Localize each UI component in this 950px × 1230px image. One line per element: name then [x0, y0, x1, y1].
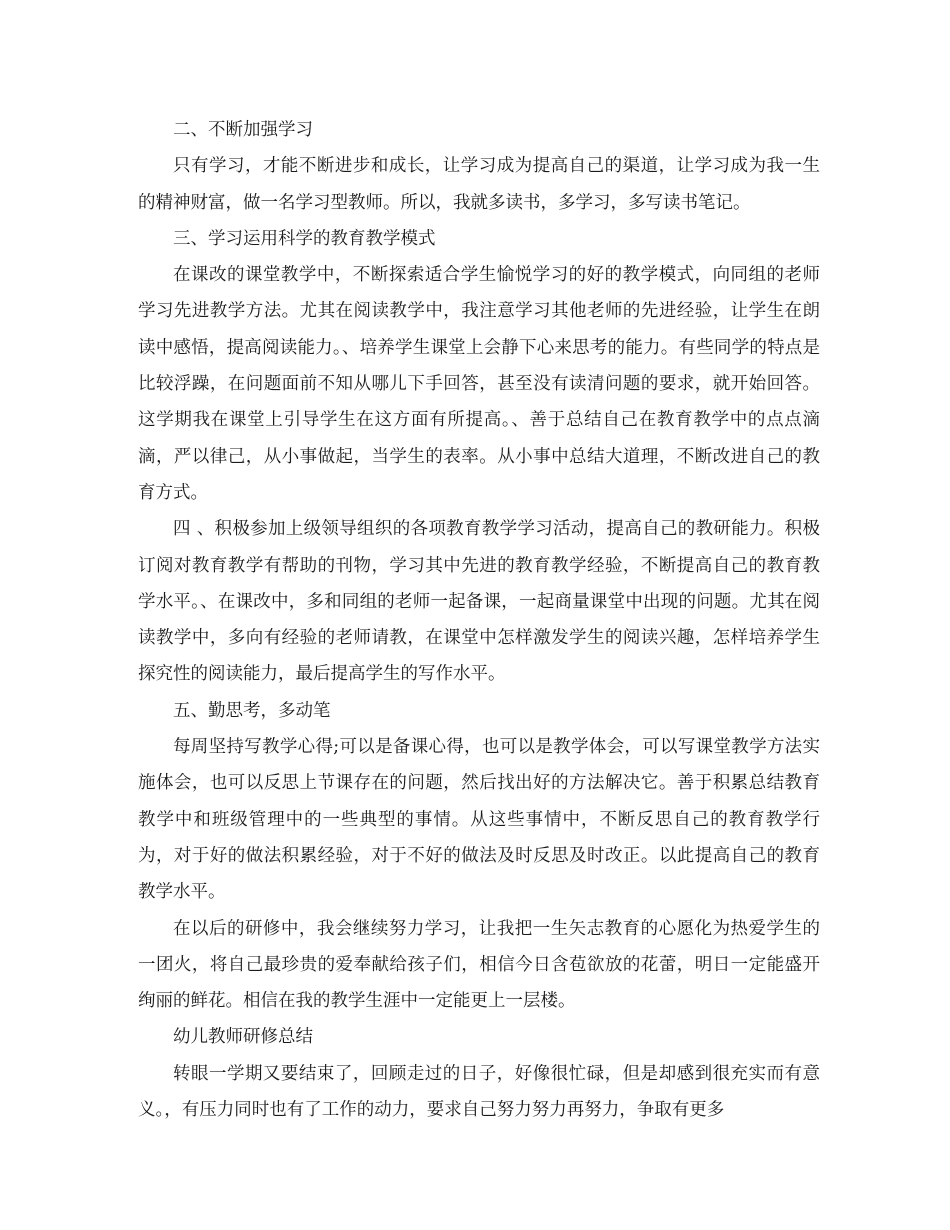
paragraph-reflection: 每周坚持写教学心得;可以是备课心得，也可以是教学体会，可以写课堂教学方法实施体会，也可以反思上节课存在的问题，然后找出好的方法解决它。善于积累总结教育教学中和班级管理中的一些典型的事情。从这些事情中，不断反思自己的教育教学行为，对于好的做法积累经验，对于不好的做法及时反思及时改正。以此提高自己的教育教学水平。: [138, 737, 820, 903]
paragraph-future: 在以后的研修中，我会继续努力学习，让我把一生矢志教育的心愿化为热爱学生的一团火，将自己最珍贵的爱奉献给孩子们，相信今日含苞欲放的花蕾，明日一定能盛开绚丽的鲜花。相信在我的教学生涯中一定能更上一层楼。: [138, 918, 820, 1012]
section-title: 幼儿教师研修总结: [173, 1027, 313, 1048]
paragraph-learning: 只有学习，才能不断进步和成长，让学习成为提高自己的渠道，让学习成为我一生的精神财富，做一名学习型教师。所以，我就多读书，多学习，多写读书笔记。: [138, 156, 820, 213]
paragraph-activities: 四 、积极参加上级领导组织的各项教育教学学习活动，提高自己的教研能力。积极订阅对教育教学有帮助的刊物，学习其中先进的教育教学经验，不断提高自己的教育教学水平。、在课改中，多和同组的老师一起备课，一起商量课堂中出现的问题。尤其在阅读教学中，多向有经验的老师请教，在课堂中怎样激发学生的阅读兴趣，怎样培养学生探究性的阅读能力，最后提高学生的写作水平。: [138, 519, 820, 685]
paragraph-teaching-mode: 在课改的课堂教学中，不断探索适合学生愉悦学习的好的教学模式，向同组的老师学习先进教学方法。尤其在阅读教学中，我注意学习其他老师的先进经验，让学生在朗读中感悟，提高阅读能力。、培养学生课堂上会静下心来思考的能力。有些同学的特点是比较浮躁，在问题面前不知从哪儿下手回答，甚至没有读清问题的要求，就开始回答。这学期我在课堂上引导学生在这方面有所提高。、善于总结自己在教育教学中的点点滴滴，严以律己，从小事做起，当学生的表率。从小事中总结大道理，不断改进自己的教育方式。: [138, 265, 820, 503]
heading-5: 五、勤思考，多动笔: [173, 700, 331, 721]
heading-2: 二、不断加强学习: [173, 120, 313, 140]
heading-3: 三、学习运用科学的教育教学模式: [173, 228, 436, 249]
paragraph-summary-start: 转眼一学期又要结束了，回顾走过的日子，好像很忙碌，但是却感到很充实而有意义。，有压力同时也有了工作的动力，要求自己努力努力再努力，争取有更多: [138, 1063, 820, 1121]
document-body: [138, 112, 820, 1128]
